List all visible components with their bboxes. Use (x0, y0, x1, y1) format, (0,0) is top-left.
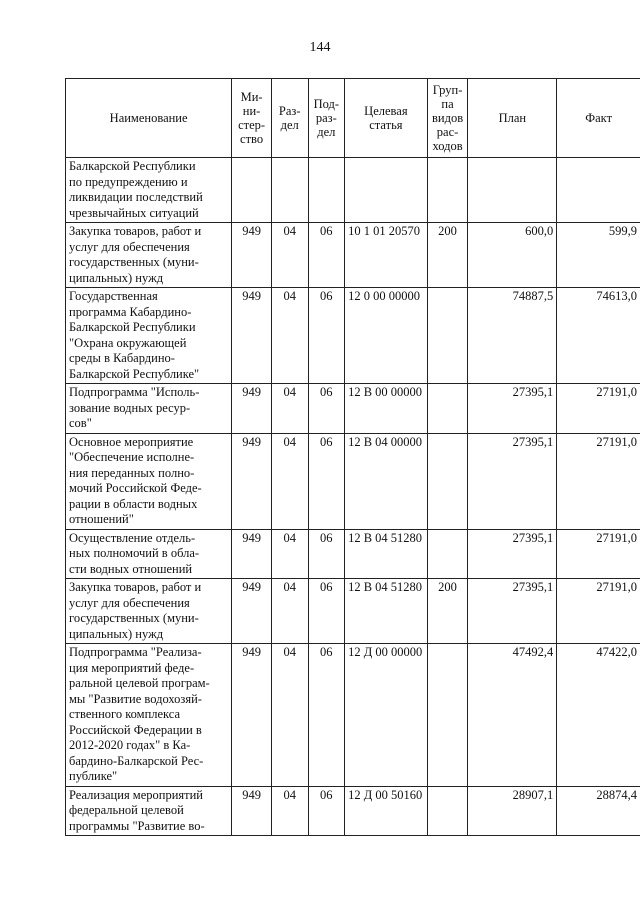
row-plan: 27395,1 (468, 579, 557, 644)
table-row (66, 288, 640, 384)
row-section: 04 (271, 223, 308, 288)
row-ministry: 949 (232, 288, 272, 384)
row-name: Реализация мероприятий федеральной целевой программы "Развитие во- (66, 786, 232, 836)
row-target: 12 В 00 00000 (345, 384, 428, 434)
row-expense-group (427, 529, 468, 579)
row-subsection: 06 (308, 644, 345, 787)
row-target: 12 В 04 51280 (345, 529, 428, 579)
header-ministry-label: Ми- ни- стер- ство (238, 90, 266, 146)
row-section (271, 158, 308, 223)
header-expense-group-label: Груп- па видов рас- ходов (432, 83, 464, 153)
header-subsection-label: Под- раз- дел (313, 97, 340, 139)
row-section: 04 (271, 529, 308, 579)
row-ministry: 949 (232, 433, 272, 529)
row-fact: 27191,0 (557, 384, 640, 434)
header-name: Наименование (66, 79, 232, 158)
row-target: 12 0 00 00000 (345, 288, 428, 384)
row-section: 04 (271, 579, 308, 644)
header-target-label: Целевая статья (364, 104, 408, 132)
row-expense-group (427, 644, 468, 787)
row-subsection: 06 (308, 786, 345, 836)
table-row (66, 579, 640, 644)
row-target: 12 Д 00 50160 (345, 786, 428, 836)
row-section: 04 (271, 288, 308, 384)
row-name: Осуществление отдель- ных полномочий в обла- сти водных отношений (66, 529, 232, 579)
row-name: Балкарской Республики по предупреждению и ликвидации последствий чрезвычайных ситуаций (66, 158, 232, 223)
header-target (345, 79, 428, 158)
row-name: Подпрограмма "Исполь- зование водных ресур- сов" (66, 384, 232, 434)
row-expense-group (427, 288, 468, 384)
row-subsection: 06 (308, 223, 345, 288)
row-fact: 27191,0 (557, 579, 640, 644)
page-number: 144 (309, 40, 331, 55)
row-section: 04 (271, 786, 308, 836)
header-row (66, 79, 640, 158)
header-section-label: Раз- дел (278, 104, 301, 132)
table-row (66, 786, 640, 836)
header-plan: План (468, 79, 557, 158)
table-row (66, 158, 640, 223)
table-row (66, 223, 640, 288)
row-target: 12 Д 00 00000 (345, 644, 428, 787)
header-ministry (232, 79, 272, 158)
row-plan: 27395,1 (468, 433, 557, 529)
row-plan: 74887,5 (468, 288, 557, 384)
table-row (66, 384, 640, 434)
row-ministry: 949 (232, 529, 272, 579)
row-ministry: 949 (232, 223, 272, 288)
row-subsection: 06 (308, 529, 345, 579)
row-name: Государственная программа Кабардино- Балкарской Республики "Охрана окружающей среды в Кабардино- Балкарской Республике" (66, 288, 232, 384)
row-ministry: 949 (232, 579, 272, 644)
row-fact (557, 158, 640, 223)
table-row (66, 529, 640, 579)
row-subsection: 06 (308, 579, 345, 644)
row-target: 12 В 04 00000 (345, 433, 428, 529)
row-subsection: 06 (308, 433, 345, 529)
header-expense-group (427, 79, 468, 158)
row-fact: 599,9 (557, 223, 640, 288)
row-expense-group (427, 384, 468, 434)
row-subsection: 06 (308, 288, 345, 384)
table-row (66, 644, 640, 787)
row-target: 12 В 04 51280 (345, 579, 428, 644)
row-ministry (232, 158, 272, 223)
header-subsection (308, 79, 345, 158)
header-fact: Факт (557, 79, 640, 158)
row-name: Закупка товаров, работ и услуг для обеспечения государственных (муни- ципальных) нужд (66, 579, 232, 644)
row-expense-group (427, 433, 468, 529)
row-section: 04 (271, 384, 308, 434)
row-fact: 74613,0 (557, 288, 640, 384)
row-name: Подпрограмма "Реализа- ция мероприятий феде- ральной целевой програм- мы "Развитие водохозяй- ственного комплекса Российской Федерации в 2012-2020 годах" в Ка- бардино-Балкарской Рес- публике" (66, 644, 232, 787)
row-ministry: 949 (232, 384, 272, 434)
row-plan: 27395,1 (468, 384, 557, 434)
budget-table (65, 78, 640, 836)
row-ministry: 949 (232, 644, 272, 787)
row-fact: 28874,4 (557, 786, 640, 836)
header-section (271, 79, 308, 158)
row-expense-group: 200 (427, 223, 468, 288)
row-plan: 47492,4 (468, 644, 557, 787)
row-subsection: 06 (308, 384, 345, 434)
row-fact: 27191,0 (557, 433, 640, 529)
row-subsection (308, 158, 345, 223)
row-name: Закупка товаров, работ и услуг для обеспечения государственных (муни- ципальных) нужд (66, 223, 232, 288)
row-target (345, 158, 428, 223)
row-expense-group: 200 (427, 579, 468, 644)
row-fact: 27191,0 (557, 529, 640, 579)
row-target: 10 1 01 20570 (345, 223, 428, 288)
row-name: Основное мероприятие "Обеспечение исполне- ния переданных полно- мочий Российской Феде- рации в области водных отношений" (66, 433, 232, 529)
row-ministry: 949 (232, 786, 272, 836)
row-section: 04 (271, 433, 308, 529)
row-section: 04 (271, 644, 308, 787)
row-expense-group (427, 786, 468, 836)
row-plan: 28907,1 (468, 786, 557, 836)
row-expense-group (427, 158, 468, 223)
table-row (66, 433, 640, 529)
row-fact: 47422,0 (557, 644, 640, 787)
row-plan (468, 158, 557, 223)
row-plan: 27395,1 (468, 529, 557, 579)
row-plan: 600,0 (468, 223, 557, 288)
